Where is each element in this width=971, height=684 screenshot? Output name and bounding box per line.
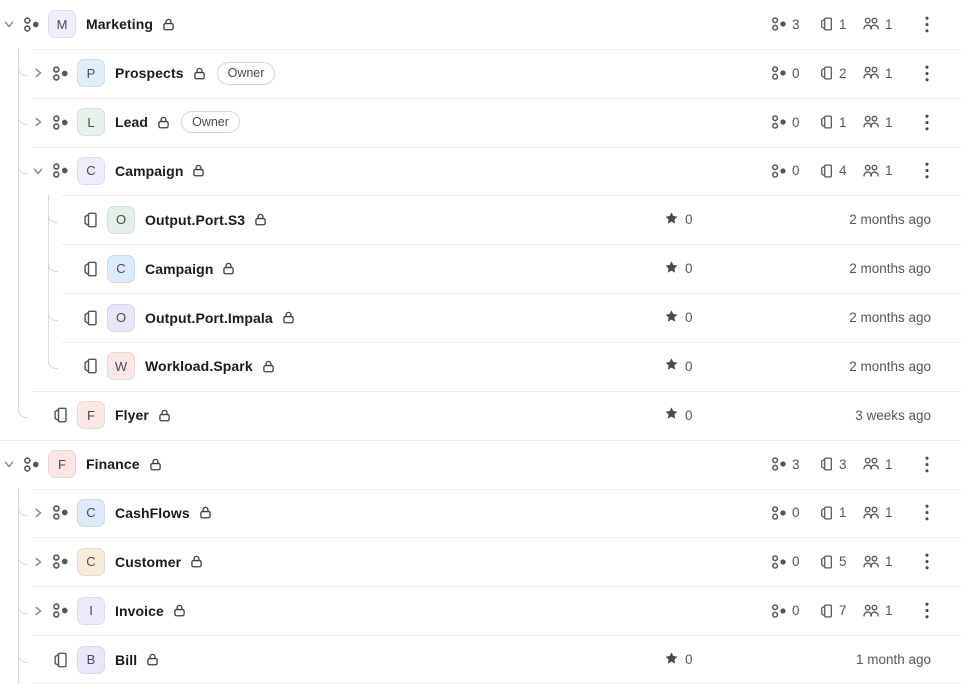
last-updated: 3 weeks ago [855,407,931,423]
owner-badge: Owner [217,62,276,85]
lock-icon [281,310,296,325]
stat-subgroups [771,16,800,32]
item-name[interactable]: Campaign [145,260,214,277]
star-count: 0 [685,212,693,228]
owner-badge: Owner [181,111,240,134]
model-count: 2 [839,65,847,81]
subgroup-count: 0 [792,505,800,521]
avatar [48,10,76,38]
avatar-letter: O [115,310,127,326]
avatar-letter: O [115,212,127,228]
model-count: 4 [839,163,847,179]
subgroup-count: 0 [792,163,800,179]
avatar-letter: P [86,65,96,81]
avatar-letter: C [86,554,96,570]
model-count-icon [819,554,834,570]
star-button[interactable] [664,309,693,327]
tree-row-model[interactable] [0,391,961,440]
subgroup-count-icon [771,114,787,130]
star-icon [664,357,679,375]
star-count: 0 [685,652,693,668]
chevron-icon[interactable] [32,165,44,177]
row-main [0,352,276,380]
avatar [48,450,76,478]
star-count: 0 [685,407,693,423]
star-icon [664,309,679,327]
kebab-menu-button[interactable] [921,500,933,525]
subgroup-count-icon [771,65,787,81]
subgroup-count: 0 [792,114,800,130]
avatar [77,597,105,625]
lock-icon [253,212,268,227]
lock-icon [172,603,187,618]
row-main [0,548,204,576]
star-button[interactable] [664,260,693,278]
avatar [107,352,135,380]
users-count: 1 [885,163,893,179]
avatar-letter: F [58,456,66,472]
lock-icon [148,457,163,472]
subgroup-count: 0 [792,554,800,570]
avatar [77,108,105,136]
lock-icon [157,408,172,423]
tree-row-group[interactable] [0,537,961,586]
subgroup-count: 3 [792,16,800,32]
model-count-icon [819,16,834,32]
avatar [77,157,105,185]
stat-subgroups [771,603,800,619]
tree-row-group[interactable] [0,440,961,489]
item-name[interactable]: Marketing [86,16,154,33]
tree-row-model[interactable] [0,635,961,684]
stat-models [819,65,847,81]
kebab-menu-button[interactable] [921,549,933,574]
stat-users [862,16,893,32]
last-updated: 2 months ago [849,212,931,228]
star-count: 0 [685,358,693,374]
item-name[interactable]: Finance [86,456,140,473]
subgroup-icon [52,504,69,521]
row-main [0,108,240,136]
model-icon [82,260,99,277]
item-name[interactable]: Campaign [115,162,184,179]
users-icon [862,114,880,130]
subgroup-count-icon [771,603,787,619]
last-updated: 2 months ago [849,358,931,374]
lock-icon [221,261,236,276]
chevron-icon[interactable] [32,67,44,79]
item-name[interactable]: Output.Port.S3 [145,211,246,228]
item-name[interactable]: Prospects [115,65,184,82]
stat-users [862,505,893,521]
item-name[interactable]: Workload.Spark [145,358,253,375]
last-updated: 2 months ago [849,261,931,277]
avatar [107,206,135,234]
star-button[interactable] [664,357,693,375]
stat-users [862,163,893,179]
stat-subgroups [771,505,800,521]
subgroup-count-icon [771,456,787,472]
lock-icon [191,163,206,178]
avatar-letter: B [86,652,96,668]
avatar-letter: L [87,114,95,130]
model-count: 1 [839,114,847,130]
tree-row-group[interactable] [0,98,961,147]
item-name[interactable]: CashFlows [115,504,190,521]
tree-connector-line [18,489,19,684]
star-button[interactable] [664,406,693,424]
tree-row-model[interactable] [0,342,961,391]
subgroup-icon [23,456,40,473]
chevron-icon[interactable] [32,556,44,568]
model-count: 7 [839,603,847,619]
lock-icon [156,115,171,130]
lock-icon [161,17,176,32]
stat-models [819,554,847,570]
subgroup-count-icon [771,505,787,521]
tree-row-model[interactable] [0,293,961,342]
users-icon [862,163,880,179]
star-icon [664,406,679,424]
kebab-menu-button[interactable] [921,110,933,135]
users-count: 1 [885,505,893,521]
stat-subgroups [771,114,800,130]
star-icon [664,211,679,229]
stat-models [819,16,847,32]
row-main [0,597,187,625]
tree-row-group[interactable] [0,49,961,98]
stat-models [819,163,847,179]
tree-row-model[interactable] [0,195,961,244]
lock-icon [192,66,207,81]
subgroup-count-icon [771,554,787,570]
users-count: 1 [885,114,893,130]
model-icon [82,358,99,375]
kebab-menu-button[interactable] [921,61,933,86]
model-icon [52,651,69,668]
item-name[interactable]: Bill [115,651,138,668]
model-icon [52,407,69,424]
kebab-menu-button[interactable] [921,452,933,477]
avatar [77,401,105,429]
avatar-letter: F [87,407,95,423]
row-main [0,157,206,185]
item-name[interactable]: Flyer [115,407,149,424]
lock-icon [145,652,160,667]
stat-subgroups [771,554,800,570]
model-count-icon [819,163,834,179]
lock-icon [198,505,213,520]
star-icon [664,260,679,278]
users-icon [862,554,880,570]
stat-users [862,456,893,472]
stat-subgroups [771,65,800,81]
stat-users [862,554,893,570]
model-count-icon [819,603,834,619]
row-main [0,59,275,87]
avatar-letter: I [89,603,93,619]
item-name[interactable]: Output.Port.Impala [145,309,273,326]
tree-row-group[interactable] [0,147,961,196]
users-count: 1 [885,16,893,32]
avatar-letter: C [86,505,96,521]
subgroup-count: 0 [792,603,800,619]
star-count: 0 [685,310,693,326]
tree-connector-line [48,195,49,360]
lock-icon [261,359,276,374]
subgroup-icon [52,553,69,570]
users-count: 1 [885,65,893,81]
row-main [0,255,236,283]
stat-users [862,603,893,619]
users-icon [862,505,880,521]
model-count: 5 [839,554,847,570]
avatar-letter: C [116,261,126,277]
avatar [77,59,105,87]
chevron-icon[interactable] [32,116,44,128]
model-count: 1 [839,505,847,521]
model-count-icon [819,505,834,521]
star-count: 0 [685,261,693,277]
kebab-menu-button[interactable] [921,598,933,623]
chevron-icon[interactable] [32,605,44,617]
users-count: 1 [885,603,893,619]
stat-users [862,65,893,81]
users-icon [862,65,880,81]
model-icon [82,309,99,326]
tree-row-group[interactable] [0,586,961,635]
kebab-menu-button[interactable] [921,12,933,37]
tree-row-group[interactable] [0,489,961,538]
lock-icon [189,554,204,569]
users-icon [862,603,880,619]
subgroup-icon [52,114,69,131]
avatar-letter: W [114,358,128,374]
users-count: 1 [885,554,893,570]
row-main [0,10,176,38]
model-count-icon [819,65,834,81]
last-updated: 2 months ago [849,310,931,326]
chevron-icon[interactable] [3,18,15,30]
stat-models [819,505,847,521]
row-main [0,206,268,234]
star-button[interactable] [664,651,693,669]
avatar [77,499,105,527]
item-name[interactable]: Lead [115,114,149,131]
chevron-icon[interactable] [3,458,15,470]
subgroup-icon [23,16,40,33]
stat-models [819,114,847,130]
stat-subgroups [771,456,800,472]
tree-row-group[interactable] [0,0,961,49]
row-main [0,450,163,478]
subgroup-count: 3 [792,456,800,472]
avatar [77,646,105,674]
last-updated: 1 month ago [855,652,931,668]
avatar [107,255,135,283]
subgroup-count-icon [771,163,787,179]
stat-models [819,603,847,619]
kebab-menu-button[interactable] [921,158,933,183]
stat-subgroups [771,163,800,179]
model-count: 1 [839,16,847,32]
model-count: 3 [839,456,847,472]
star-icon [664,651,679,669]
tree-row-model[interactable] [0,244,961,293]
users-icon [862,456,880,472]
subgroup-count: 0 [792,65,800,81]
row-main [0,304,296,332]
avatar [107,304,135,332]
stat-models [819,456,847,472]
avatar [77,548,105,576]
model-icon [82,211,99,228]
row-main [0,499,213,527]
tree-connector-line [18,49,19,409]
subgroup-icon [52,65,69,82]
item-name[interactable]: Customer [115,553,182,570]
star-button[interactable] [664,211,693,229]
subgroup-icon [52,602,69,619]
avatar-letter: C [86,163,96,179]
users-count: 1 [885,456,893,472]
avatar-letter: M [56,16,68,32]
subgroup-icon [52,162,69,179]
model-count-icon [819,456,834,472]
subgroup-count-icon [771,16,787,32]
model-count-icon [819,114,834,130]
chevron-icon[interactable] [32,507,44,519]
users-icon [862,16,880,32]
stat-users [862,114,893,130]
item-name[interactable]: Invoice [115,602,164,619]
